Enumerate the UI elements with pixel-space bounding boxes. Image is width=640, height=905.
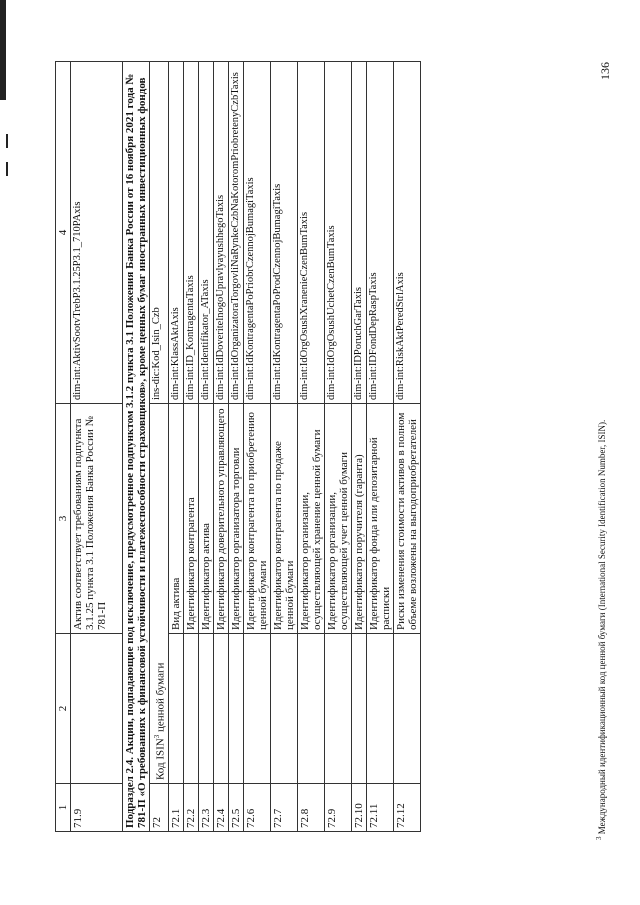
data-table [55,61,421,832]
page-number: 136 [598,62,612,80]
row-name [270,634,297,784]
row-name [243,634,270,784]
binding-mark [6,162,8,176]
row-description: Идентификатор контрагента по продаже ценной бумаги [270,404,297,634]
row-number: 72.1 [168,784,183,832]
row-description: Идентификатор доверительного управляющего [213,404,228,634]
isin-label-tail: ценной бумаги [154,662,167,735]
row-number: 72.10 [351,784,366,832]
row-description: Идентификатор организатора торговли [228,404,243,634]
row-name [71,634,123,784]
binding-mark [6,134,8,148]
table-row [243,62,270,832]
row-name [366,634,393,784]
col-header: 4 [56,62,71,404]
row-code: dim-int:KlassAktAxis [168,62,183,404]
row-name [213,634,228,784]
footnote-ref: 3 [153,734,161,739]
row-number: 72.8 [297,784,324,832]
col-header: 3 [56,404,71,634]
row-code: dim-int:IdKontragentaPoProdCzennojBumagiTaxis [270,62,297,404]
isin-label: Код ISIN [154,738,167,780]
row-number: 72 [150,784,169,832]
row-number: 72.6 [243,784,270,832]
row-name [393,634,420,784]
table-row [297,62,324,832]
row-description: Идентификатор организации, осуществляющей хранение ценной бумаги [297,404,324,634]
row-name [324,634,351,784]
row-code: dim-int:AktivSootvTrebP3.1.25P3.1_710PAxis [71,62,123,404]
row-description: Идентификатор организации, осуществляющей учет ценной бумаги [324,404,351,634]
table-row [183,62,198,832]
table-row [324,62,351,832]
row-number: 72.12 [393,784,420,832]
row-description: Идентификатор контрагента [183,404,198,634]
row-name [150,404,169,784]
row-name [228,634,243,784]
row-description: Актив соответствует требованиям подпункта 3.1.25 пункта 3.1 Положения Банка России № 781-П [71,404,123,634]
row-code: dim-int:Identifikator_ATaxis [198,62,213,404]
row-description: Риски изменения стоимости активов в полном объеме возложены на выгодоприобретателей [393,404,420,634]
row-number: 72.3 [198,784,213,832]
row-name [297,634,324,784]
col-header: 1 [56,784,71,832]
row-code: dim-int:IdOrgOsushXranenieCzenBumTaxis [297,62,324,404]
table-row [270,62,297,832]
row-code: dim-int:IDPoruchGarTaxis [351,62,366,404]
row-number: 71.9 [71,784,123,832]
row-description: Идентификатор актива [198,404,213,634]
row-number: 72.11 [366,784,393,832]
row-name [198,634,213,784]
subsection-title: Подраздел 2.4. Акции, подпадающие под исключение, предусмотренное подпунктом 3.1.2 пункта 3.1 Положения Банка России от 16 ноября 2021 года № 781-П «О требованиях к финансовой устойчивости и платежеспособности страховщиков», кроме ценных бумаг иностранных инвестиционных фондов [123,62,150,832]
table-row [198,62,213,832]
row-code: dim-int:RiskAktPeredStrlAxis [393,62,420,404]
row-description: Идентификатор поручителя (гаранта) [351,404,366,634]
row-description: Идентификатор контрагента по приобретению ценной бумаги [243,404,270,634]
table-row [168,62,183,832]
table-row [366,62,393,832]
footnote-text: Международный идентификационный код ценной бумаги (International Security Identification Number, ISIN). [597,419,607,837]
row-code: dim-int:IDFondDepRaspTaxis [366,62,393,404]
row-name [351,634,366,784]
footnote-mark: 3 [595,836,603,840]
row-number: 72.5 [228,784,243,832]
table-row [393,62,420,832]
row-number: 72.2 [183,784,198,832]
table-row [228,62,243,832]
row-description: Вид актива [168,404,183,634]
row-code: dim-int:IdOrganizatoraTorgovliNaRynkeCzbNaKotoromPriobretenyCzbTaxis [228,62,243,404]
row-name [183,634,198,784]
row-number: 72.7 [270,784,297,832]
table-row [351,62,366,832]
header-row [56,62,71,832]
row-name [168,634,183,784]
table-row [71,62,123,832]
row-number: 72.9 [324,784,351,832]
col-header: 2 [56,634,71,784]
rows-body [168,62,420,832]
binding-mark [0,0,6,100]
rotated-table-region [55,62,590,832]
table-row [213,62,228,832]
row-code: dim-int:IdOrgOsushUchetCzenBumTaxis [324,62,351,404]
footnote [595,70,607,840]
table-row [150,62,169,832]
row-code: dim-int:ID_KontragentaTaxis [183,62,198,404]
row-code: dim-int:IdDoveritelnogoUpravlyayushhegoTaxis [213,62,228,404]
row-description: Идентификатор фонда или депозитарной расписки [366,404,393,634]
row-code: ins-dic:Kod_Isin_Czb [150,62,169,404]
row-number: 72.4 [213,784,228,832]
row-code: dim-int:IdKontragentaPoPriobrCzennojBumagiTaxis [243,62,270,404]
subsection-row [123,62,150,832]
